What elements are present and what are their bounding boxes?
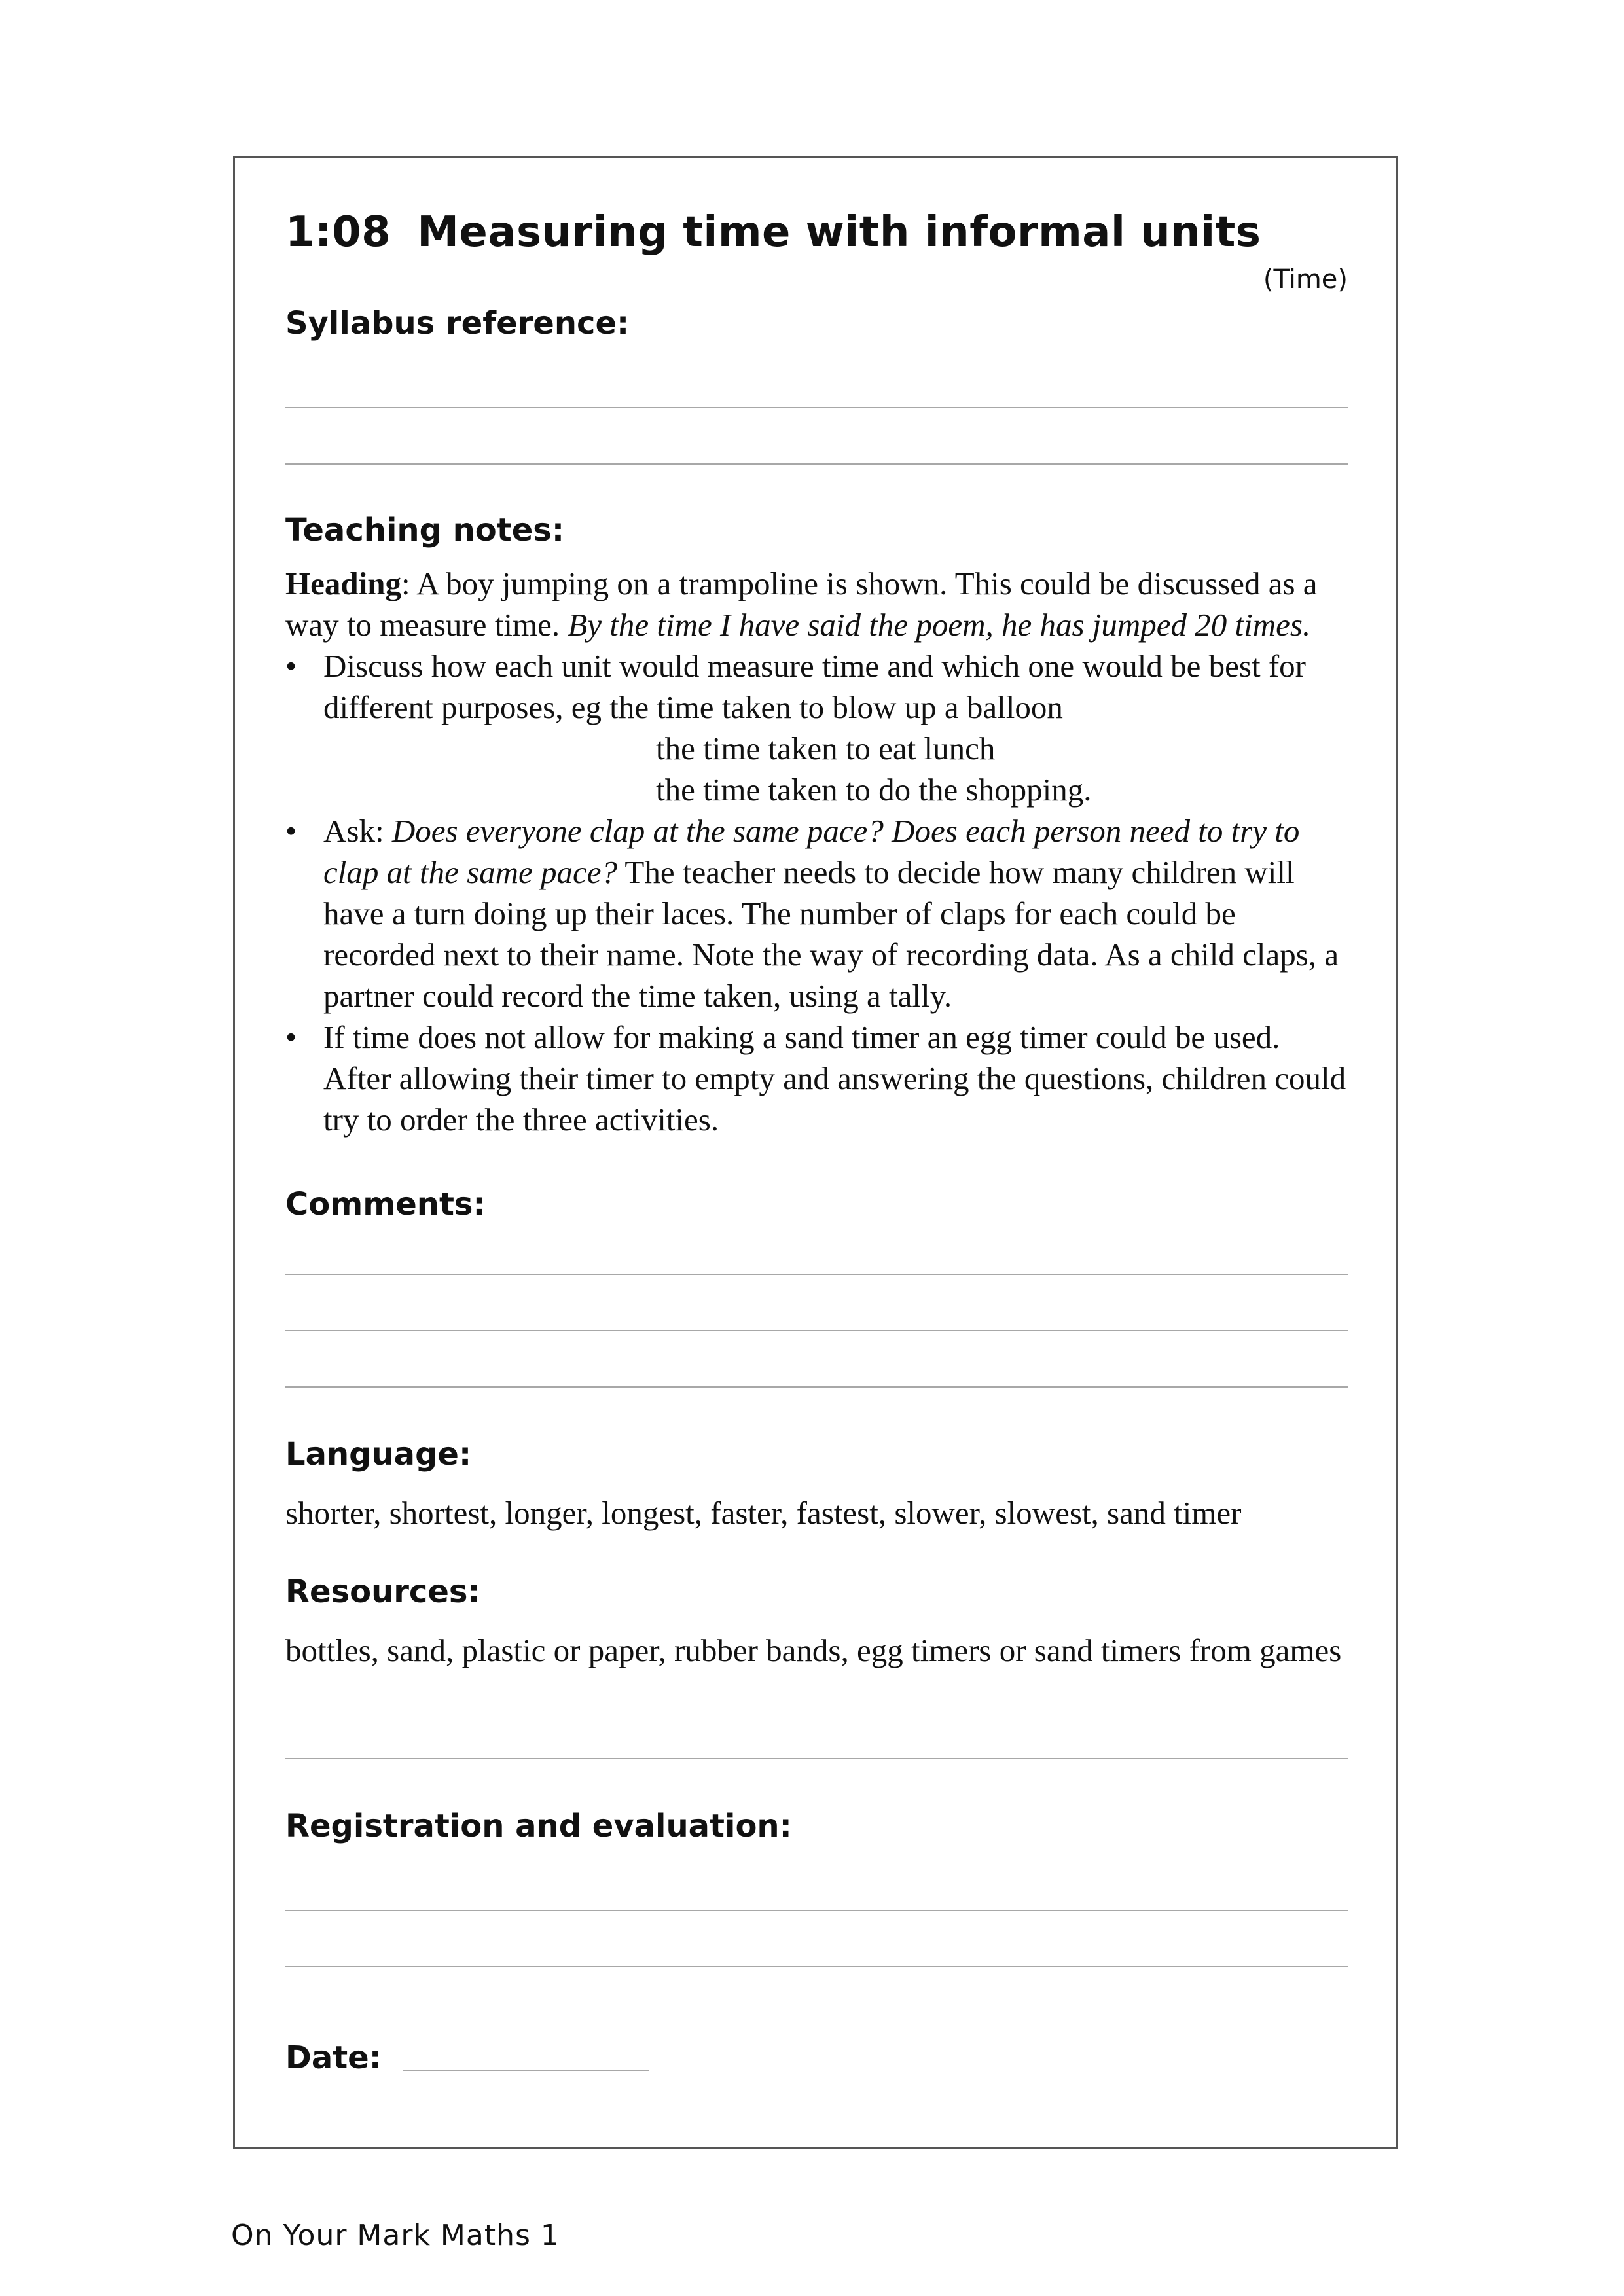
bullet-2-lead: Ask: [323, 813, 392, 849]
heading-note-text: : A boy jumping on a trampoline is shown. This could be discussed as a way to measure time. [285, 565, 1318, 643]
language-text: shorter, shortest, longer, longest, faster, fastest, slower, slowest, sand timer [285, 1495, 1242, 1531]
bullet-2-text: The teacher needs to decide how many children will have a turn doing up their laces. The number of claps for each could be recorded next to their name. Note the way of recording data. As a child claps, a partner could record the time taken, using a tally. [323, 854, 1339, 1014]
bullet-item-1 [285, 645, 1352, 810]
bullet-marker: • [285, 1019, 297, 1055]
footer-text: On Your Mark Maths 1 [231, 2219, 560, 2252]
bullet-item-3 [285, 1016, 1352, 1140]
teaching-notes-body [285, 563, 1352, 1140]
heading-note-label: Heading [285, 565, 401, 601]
topic-label: (Time) [1263, 264, 1348, 295]
page-frame [233, 156, 1398, 2149]
date-line [403, 2070, 649, 2071]
language-heading: Language: [285, 1436, 472, 1473]
syllabus-line-2 [285, 463, 1348, 465]
registration-line-2 [285, 1966, 1348, 1967]
lesson-number: 1:08 [285, 208, 391, 257]
bullet-1-line-2: the time taken to eat lunch [656, 730, 996, 766]
bullet-3-text: If time does not allow for making a sand timer an egg timer could be used. After allowing their timer to empty and answering the questions, children could try to order the three activities. [323, 1019, 1346, 1138]
bullet-item-2 [285, 810, 1352, 1016]
resources-line [285, 1758, 1348, 1759]
comments-line-3 [285, 1386, 1348, 1388]
resources-heading: Resources: [285, 1573, 480, 1610]
registration-line-1 [285, 1910, 1348, 1911]
bullet-marker: • [285, 813, 297, 849]
bullet-2-italic: Does everyone clap at the same pace? Does each person need to try to clap at the same pace? [323, 813, 1300, 890]
heading-note [285, 563, 1352, 645]
comments-line-2 [285, 1330, 1348, 1331]
registration-heading: Registration and evaluation: [285, 1808, 792, 1844]
comments-line-1 [285, 1274, 1348, 1275]
heading-note-italic: By the time I have said the poem, he has jumped 20 times. [568, 607, 1311, 643]
bullet-marker: • [285, 648, 297, 684]
syllabus-line-1 [285, 407, 1348, 408]
resources-text: bottles, sand, plastic or paper, rubber bands, egg timers or sand timers from games [285, 1632, 1342, 1668]
bullet-1-text: Discuss how each unit would measure time and which one would be best for different purposes, eg the time taken to blow up a balloon [323, 648, 1306, 725]
syllabus-heading: Syllabus reference: [285, 305, 630, 342]
teaching-notes-heading: Teaching notes: [285, 512, 565, 548]
bullet-1-line-3: the time taken to do the shopping. [656, 772, 1092, 808]
date-label: Date: [285, 2039, 382, 2076]
lesson-title: Measuring time with informal units [417, 208, 1261, 257]
comments-heading: Comments: [285, 1186, 486, 1223]
page-title [285, 208, 1261, 257]
